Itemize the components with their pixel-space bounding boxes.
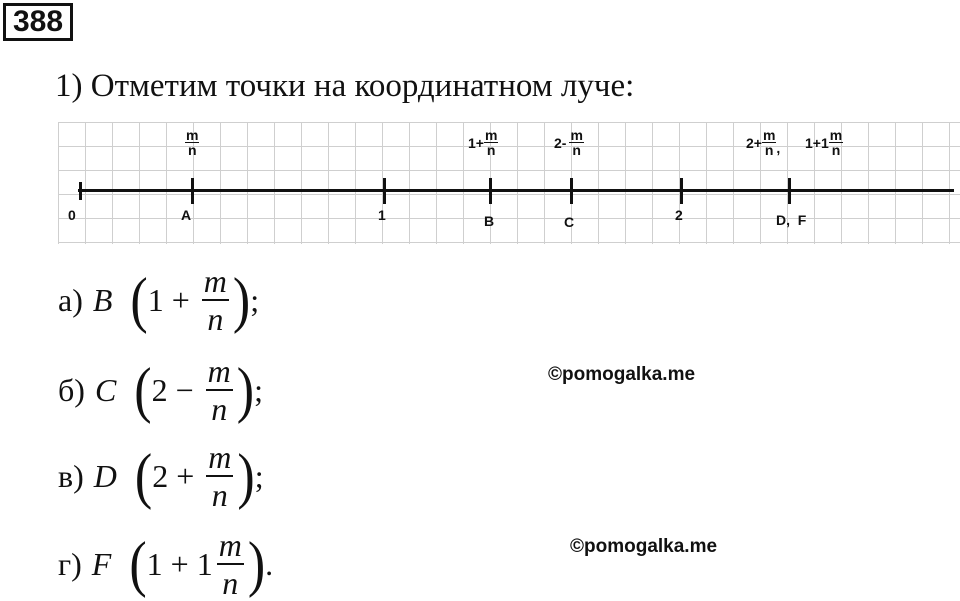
problem-number: 388 (3, 3, 73, 41)
tick-b (489, 178, 492, 204)
frac-whole: 2- (554, 134, 567, 151)
answer-a (58, 263, 259, 337)
open-paren: ( (134, 355, 152, 425)
expr-whole: 1 (147, 281, 164, 318)
answer-expression (135, 439, 264, 513)
expr-op: + (176, 457, 195, 494)
frac-den: n (572, 142, 581, 158)
close-paren: ) (237, 441, 255, 511)
open-paren: ( (130, 265, 148, 335)
point-label-c: C (564, 214, 575, 230)
top-label-d (746, 128, 780, 157)
expr-num: m (203, 263, 227, 299)
value-label-0: 0 (68, 207, 76, 223)
close-paren: ) (232, 265, 251, 335)
expr-end: ; (250, 281, 260, 318)
answer-marker: б) (58, 371, 85, 408)
answer-marker: в) (58, 457, 84, 494)
tick-0 (79, 182, 82, 200)
open-paren: ( (134, 441, 153, 511)
point-label-df: D, F (776, 212, 807, 228)
answer-expression (129, 527, 273, 601)
expr-mixed: 1 (196, 545, 213, 582)
watermark: ©pomogalka.me (548, 364, 696, 385)
expr-op: + (170, 545, 189, 582)
frac-den: n (187, 142, 197, 158)
expr-den: n (222, 565, 239, 601)
frac-den: n (764, 142, 774, 158)
top-label-f (805, 128, 843, 157)
frac-den: n (486, 142, 496, 158)
expr-den: n (211, 477, 228, 513)
answer-d (58, 527, 273, 601)
frac-suffix: , (776, 139, 781, 156)
coordinate-ray (78, 189, 954, 192)
top-label-c (554, 128, 584, 157)
tick-2 (680, 178, 683, 204)
close-paren: ) (236, 355, 255, 425)
answer-c (58, 439, 264, 513)
expr-den: n (211, 391, 228, 427)
value-label-2: 2 (675, 207, 683, 223)
expr-num: m (208, 439, 232, 475)
open-paren: ( (129, 529, 147, 599)
top-label-a (185, 128, 199, 157)
top-label-b (468, 128, 498, 157)
point-label-b: B (484, 213, 495, 229)
tick-a (191, 178, 194, 204)
frac-den: n (831, 142, 841, 158)
frac-num: m (484, 127, 498, 143)
expr-whole: 1 (146, 545, 163, 582)
expr-op: + (171, 281, 190, 318)
expr-whole: 2 (151, 371, 168, 408)
frac-whole: 2+ (746, 134, 762, 151)
close-paren: ) (247, 529, 266, 599)
tick-1 (383, 178, 386, 204)
frac-whole: 1+1 (805, 134, 829, 151)
answer-expression (130, 263, 259, 337)
answer-b (58, 353, 263, 427)
expr-end: ; (254, 371, 263, 408)
frac-num: m (186, 127, 199, 143)
expr-num: m (207, 353, 231, 389)
frac-num: m (570, 127, 583, 143)
answer-letter: C (94, 371, 117, 408)
intro-text: 1) Отметим точки на координатном луче: (55, 68, 635, 104)
answer-marker: г) (58, 545, 82, 582)
value-label-1: 1 (378, 207, 386, 223)
expr-whole: 2 (152, 457, 169, 494)
frac-num: m (829, 127, 843, 143)
frac-whole: 1+ (468, 134, 484, 151)
expr-num: m (218, 527, 242, 563)
frac-num: m (762, 127, 776, 143)
answer-letter: B (92, 281, 113, 318)
answer-expression (134, 353, 263, 427)
tick-c (570, 178, 573, 204)
answer-marker: а) (58, 281, 83, 318)
answer-letter: F (91, 545, 112, 582)
answer-letter: D (93, 457, 117, 494)
point-label-a: A (181, 207, 192, 223)
expr-op: − (175, 371, 194, 408)
expr-end: . (265, 545, 274, 582)
expr-den: n (207, 301, 224, 337)
tick-df (788, 178, 791, 204)
expr-end: ; (254, 457, 264, 494)
watermark: ©pomogalka.me (570, 536, 718, 557)
